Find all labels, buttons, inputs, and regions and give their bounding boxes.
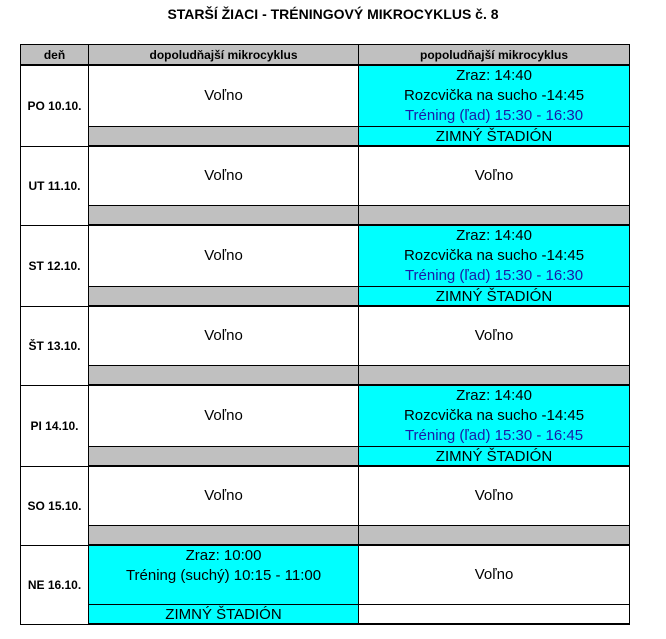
afternoon-slot [359, 545, 630, 605]
schedule-body [21, 65, 630, 624]
day-row [21, 306, 630, 366]
header-afternoon: popoludňajší mikrocyklus [359, 45, 630, 66]
morning-footer [89, 287, 359, 307]
slot-line: Zraz: 10:00 [185, 547, 262, 564]
afternoon-slot [359, 466, 630, 526]
slot-line: Voľno [204, 167, 243, 184]
header-morning: dopoludňajší mikrocyklus [89, 45, 359, 66]
day-label: ŠT 13.10. [21, 306, 89, 385]
schedule-table [20, 44, 630, 625]
day-footer-row [21, 127, 630, 147]
day-footer-row [21, 447, 630, 467]
afternoon-footer: ZIMNÝ ŠTADIÓN [359, 127, 630, 147]
afternoon-footer [359, 366, 630, 386]
slot-line: Tréning (suchý) 10:15 - 11:00 [125, 567, 322, 584]
morning-footer [89, 447, 359, 467]
afternoon-slot [359, 306, 630, 366]
morning-footer [89, 366, 359, 386]
slot-line: Voľno [474, 167, 514, 184]
slot-line: Voľno [474, 327, 514, 344]
afternoon-footer: ZIMNÝ ŠTADIÓN [359, 447, 630, 467]
header-row [21, 45, 630, 66]
day-footer-row [21, 366, 630, 386]
slot-line: Rozcvička na sucho -14:45 [403, 87, 585, 104]
afternoon-footer [359, 206, 630, 226]
afternoon-footer [359, 605, 630, 625]
day-row [21, 225, 630, 287]
day-footer-row [21, 287, 630, 307]
morning-slot [89, 466, 359, 526]
slot-line: Tréning (ľad) 15:30 - 16:30 [404, 107, 584, 124]
day-footer-row [21, 605, 630, 625]
slot-line: Voľno [204, 87, 243, 104]
slot-line: Zraz: 14:40 [456, 387, 532, 404]
afternoon-slot [359, 146, 630, 206]
afternoon-slot [359, 65, 630, 127]
slot-line: Voľno [204, 487, 243, 504]
slot-line: Tréning (ľad) 15:30 - 16:30 [404, 267, 584, 284]
afternoon-footer [359, 526, 630, 546]
morning-slot [89, 385, 359, 447]
day-row [21, 545, 630, 605]
slot-line: Tréning (ľad) 15:30 - 16:45 [404, 427, 584, 444]
day-row [21, 146, 630, 206]
slot-line: Rozcvička na sucho -14:45 [403, 407, 585, 424]
day-footer-row [21, 526, 630, 546]
header-day: deň [21, 45, 89, 66]
slot-line: Rozcvička na sucho -14:45 [403, 247, 585, 264]
afternoon-footer: ZIMNÝ ŠTADIÓN [359, 287, 630, 307]
day-row [21, 65, 630, 127]
day-label: ST 12.10. [21, 225, 89, 306]
slot-line: Zraz: 14:40 [456, 227, 532, 244]
slot-line: Voľno [474, 487, 514, 504]
day-label: SO 15.10. [21, 466, 89, 545]
morning-slot [89, 65, 359, 127]
day-row [21, 385, 630, 447]
morning-slot [89, 225, 359, 287]
morning-slot [89, 146, 359, 206]
slot-line: Voľno [204, 247, 243, 264]
slot-line: Voľno [204, 407, 243, 424]
afternoon-slot [359, 225, 630, 287]
day-label: UT 11.10. [21, 146, 89, 225]
morning-slot [89, 306, 359, 366]
morning-slot [89, 545, 359, 605]
page-title: STARŠÍ ŽIACI - TRÉNINGOVÝ MIKROCYKLUS č. 8 [167, 6, 499, 22]
morning-footer [89, 526, 359, 546]
morning-footer: ZIMNÝ ŠTADIÓN [89, 605, 359, 625]
morning-footer [89, 127, 359, 147]
slot-line: Zraz: 14:40 [456, 67, 532, 84]
day-footer-row [21, 206, 630, 226]
day-label: PO 10.10. [21, 65, 89, 146]
day-row [21, 466, 630, 526]
day-label: PI 14.10. [21, 385, 89, 466]
morning-footer [89, 206, 359, 226]
slot-line: Voľno [204, 327, 243, 344]
slot-line: Voľno [474, 566, 514, 583]
day-label: NE 16.10. [21, 545, 89, 624]
afternoon-slot [359, 385, 630, 447]
